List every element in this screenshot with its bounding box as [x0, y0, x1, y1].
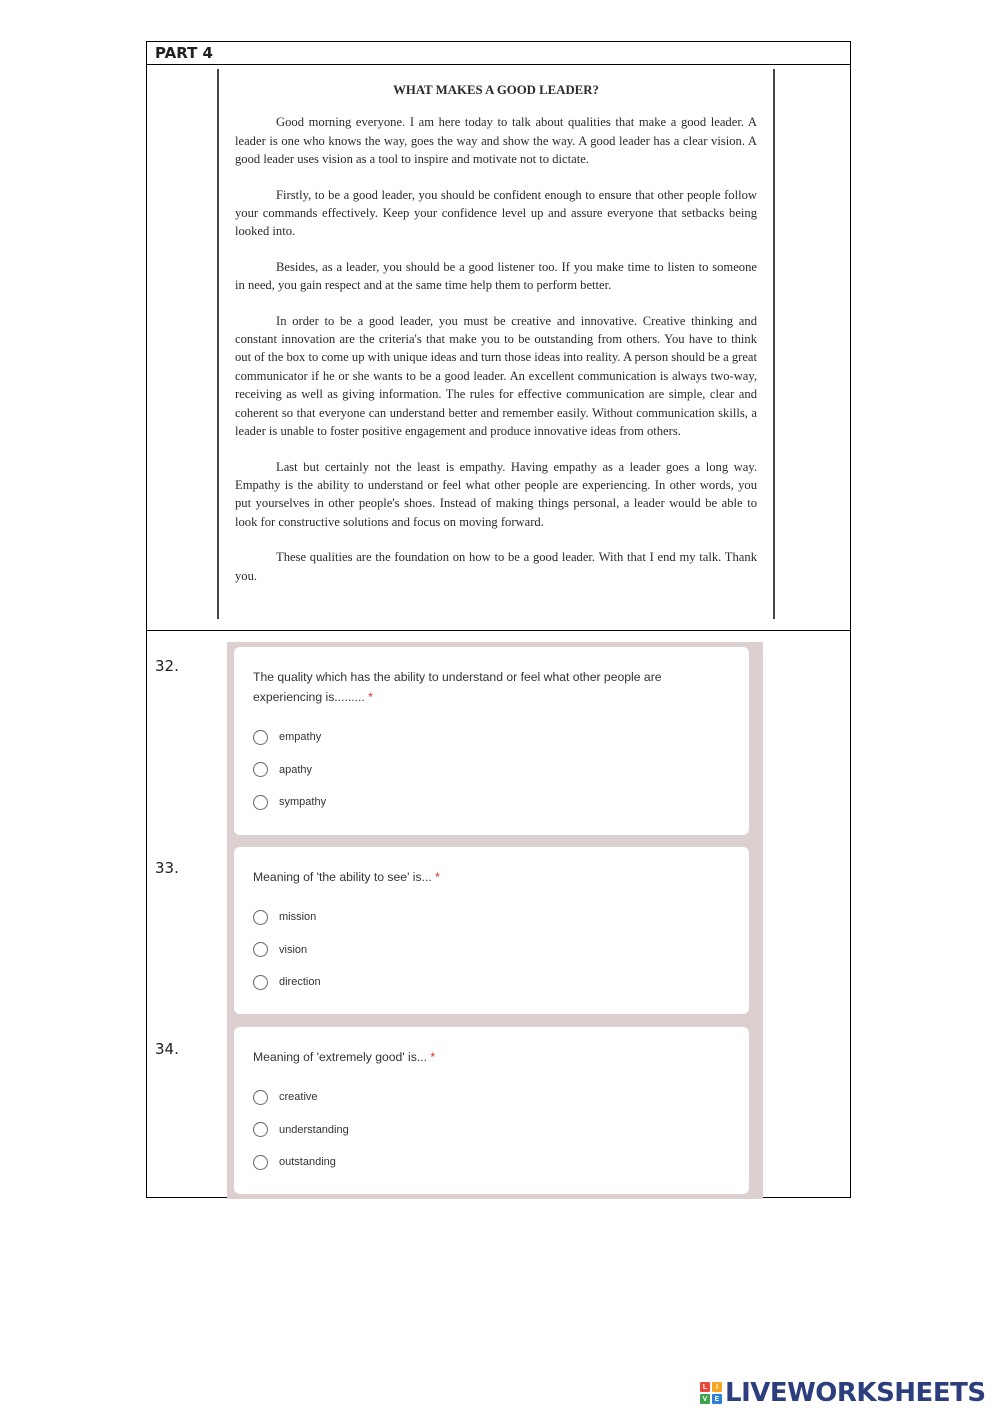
question-text: Meaning of 'extremely good' is... *: [253, 1050, 436, 1064]
logo-icon: [700, 1382, 722, 1404]
option-label: direction: [279, 976, 321, 989]
radio-button[interactable]: [253, 762, 268, 777]
required-asterisk: *: [430, 1050, 436, 1064]
passage-row: [147, 65, 850, 631]
option-label: apathy: [279, 763, 313, 776]
logo-tile: I: [712, 1382, 722, 1392]
option-label: empathy: [279, 731, 322, 744]
option-label: sympathy: [279, 796, 327, 809]
option-creative[interactable]: [253, 1081, 729, 1114]
passage-paragraph: Last but certainly not the least is empathy. Having empathy as a leader goes a long way. Empathy is the ability to understand or feel what other people are experiencing. In other words, you put yourselves in other people's shoes. Instead of making things personal, a leader would be able to look for constructive solutions and focus on moving forward.: [235, 459, 757, 529]
part-label: PART 4: [147, 42, 850, 65]
logo-tile: V: [700, 1394, 710, 1404]
question-number-32: 32.: [155, 657, 179, 675]
radio-button[interactable]: [253, 795, 268, 810]
option-vision[interactable]: [253, 934, 729, 967]
required-asterisk: *: [435, 870, 440, 884]
option-sympathy[interactable]: [253, 786, 729, 819]
radio-button[interactable]: [253, 1155, 268, 1170]
passage-paragraph: Besides, as a leader, you should be a good listener too. If you make time to listen to someone in need, you gain respect and at the same time help them to perform better.: [235, 259, 757, 293]
reading-passage: [217, 69, 775, 619]
option-apathy[interactable]: [253, 754, 729, 787]
passage-paragraph: Good morning everyone. I am here today to talk about qualities that make a good leader. A leader is one who knows the way, goes the way and show the way. A good leader has a clear vision. A good leader uses vision as a tool to inspire and motivate not to dictate.: [235, 115, 757, 167]
option-label: outstanding: [279, 1156, 336, 1169]
question-number-34: 34.: [155, 1040, 179, 1058]
radio-button[interactable]: [253, 942, 268, 957]
logo-tile: L: [700, 1382, 710, 1392]
brand-name: LIVEWORKSHEETS: [725, 1378, 986, 1408]
question-number-33: 33.: [155, 859, 179, 877]
option-label: vision: [279, 943, 308, 956]
passage-paragraph: Firstly, to be a good leader, you should be confident enough to ensure that other people follow your commands effectively. Keep your confidence level up and assure everyone that setbacks being looked into.: [235, 187, 757, 239]
form-background: [227, 642, 763, 1199]
worksheet: [146, 41, 851, 1198]
question-text: Meaning of 'the ability to see' is... *: [253, 870, 440, 884]
question-card-33: [234, 847, 749, 1014]
radio-button[interactable]: [253, 730, 268, 745]
option-label: mission: [279, 911, 317, 924]
question-text: The quality which has the ability to understand or feel what other people are experiencing is......... *: [253, 670, 662, 704]
passage-title: WHAT MAKES A GOOD LEADER?: [393, 83, 599, 97]
radio-button[interactable]: [253, 1122, 268, 1137]
radio-button[interactable]: [253, 910, 268, 925]
option-mission[interactable]: [253, 901, 729, 934]
option-label: creative: [279, 1091, 318, 1104]
option-direction[interactable]: [253, 966, 729, 999]
option-label: understanding: [279, 1123, 349, 1136]
logo-tile: E: [712, 1394, 722, 1404]
question-card-34: [234, 1027, 749, 1194]
questions-area: [147, 631, 850, 1197]
option-understanding[interactable]: [253, 1114, 729, 1147]
option-outstanding[interactable]: [253, 1146, 729, 1179]
option-empathy[interactable]: [253, 721, 729, 754]
passage-paragraph: These qualities are the foundation on how to be a good leader. With that I end my talk. Thank you.: [235, 550, 757, 583]
radio-button[interactable]: [253, 975, 268, 990]
liveworksheets-logo: [700, 1378, 986, 1408]
passage-paragraph: In order to be a good leader, you must be creative and innovative. Creative thinking and constant innovation are the criteria's that make you to be outstanding from others. You have to think out of the box to come up with unique ideas and turn those ideas into reality. A person should be a great communicator if he or she wants to be a good leader. An excellent communication is always two-way, receiving as well as giving information. The rules for effective communication are simple, clear and coherent so that everyone can understand better and remember easily. Without communication skills, a leader is unable to foster positive engagement and produce innovative ideas from others.: [235, 313, 757, 439]
question-card-32: [234, 647, 749, 835]
required-asterisk: *: [368, 690, 373, 704]
radio-button[interactable]: [253, 1090, 268, 1105]
